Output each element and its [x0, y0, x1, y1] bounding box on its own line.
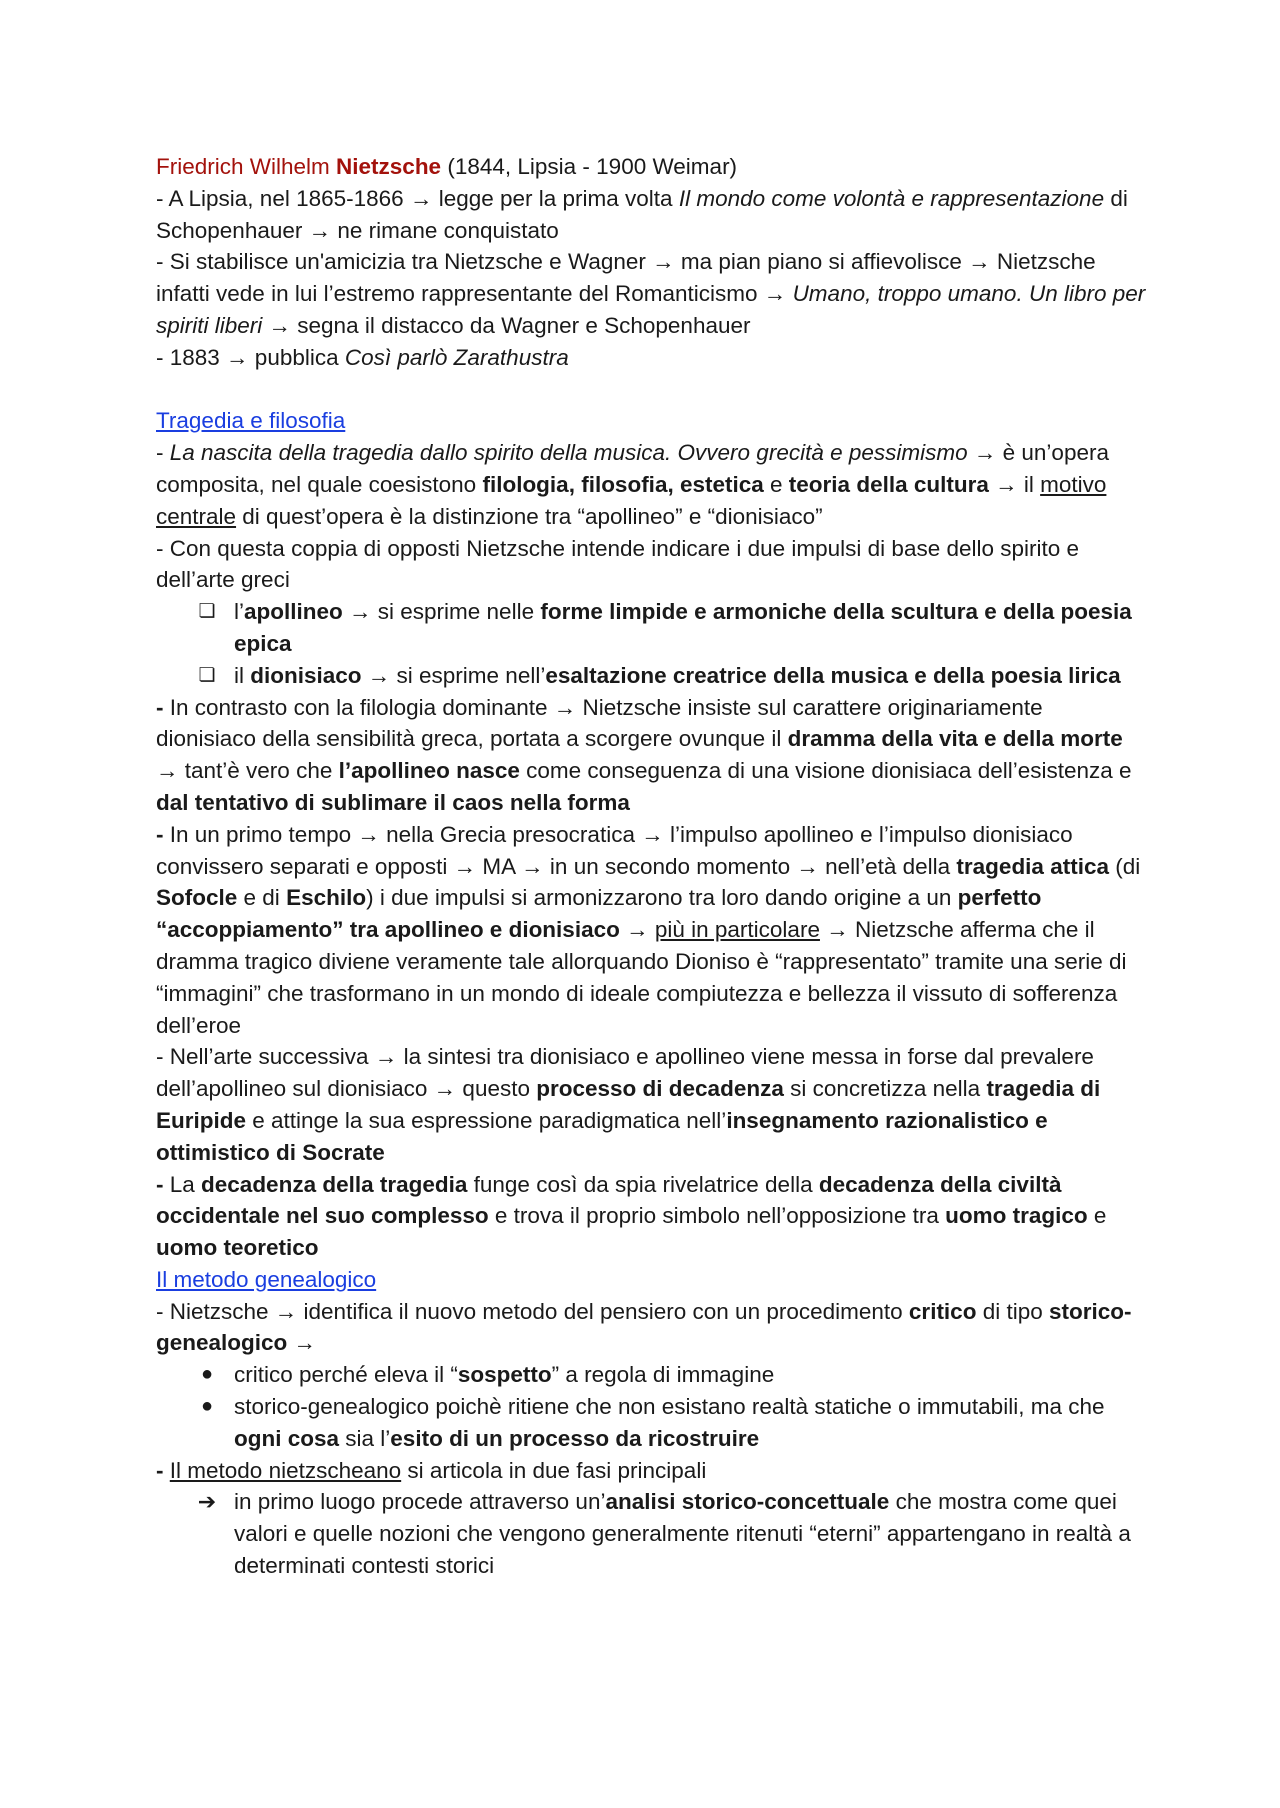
- bold-text: uomo teoretico: [156, 1235, 319, 1261]
- text: - 1883 → pubblica: [156, 344, 345, 370]
- dot-bullet-icon: ●: [200, 1395, 214, 1418]
- paragraph: [156, 1296, 1146, 1360]
- checkbox-bullet-icon: ❏: [198, 664, 216, 686]
- paragraph: [156, 819, 1146, 1042]
- bold-text: esaltazione creatrice della musica e della poesia lirica: [545, 662, 1121, 688]
- heading-link[interactable]: Il metodo genealogico: [156, 1266, 377, 1292]
- text: → si esprime nell’: [361, 662, 546, 688]
- arrow-bullet-icon: ➔: [197, 1489, 217, 1515]
- bold-text: ogni cosa: [234, 1425, 340, 1451]
- paragraph: [156, 1169, 1146, 1264]
- bold-text: tragedia attica: [956, 853, 1109, 879]
- text: di quest’opera è la distinzione tra “apollineo” e “dionisiaco”: [236, 503, 823, 529]
- bold-text: -: [156, 821, 164, 847]
- bold-text: esito di un processo da ricostruire: [390, 1425, 760, 1451]
- bold-text: decadenza della civiltà occidentale nel suo complesso: [156, 1171, 1062, 1229]
- bold-text: uomo tragico: [945, 1203, 1088, 1229]
- title-name: Friedrich Wilhelm: [156, 154, 337, 179]
- bold-text: perfetto “accoppiamento” tra apollineo e dionisiaco: [156, 885, 1042, 943]
- list-item: [156, 1486, 1146, 1581]
- text: ) i due impulsi si armonizzarono tra loro dando origine a un: [366, 885, 958, 911]
- text: → segna il distacco da Wagner e Schopenhauer: [262, 312, 751, 338]
- text: di Schopenhauer → ne rimane conquistato: [156, 185, 1128, 243]
- bio-line-1: [156, 183, 1146, 247]
- text: -: [156, 440, 170, 466]
- paragraph: [156, 692, 1146, 819]
- text: La: [163, 1171, 202, 1197]
- bio-line-2: [156, 246, 1146, 341]
- bold-text: -: [156, 1457, 164, 1483]
- text: ” a regola di immagine: [551, 1362, 775, 1388]
- text: → è un’opera composita, nel quale coesistono: [156, 440, 1109, 497]
- text: il: [234, 662, 251, 688]
- paragraph: [156, 437, 1146, 532]
- paragraph: [156, 1041, 1146, 1168]
- checkbox-bullet-icon: ❏: [198, 601, 216, 623]
- bio-line-3: [156, 342, 1146, 374]
- text: (di: [1108, 853, 1141, 879]
- bold-text: dionisiaco: [250, 662, 362, 688]
- book-title: Il mondo come volontà e rappresentazione: [678, 185, 1105, 211]
- bold-text: decadenza della tragedia: [201, 1171, 468, 1197]
- title-dates: (1844, Lipsia - 1900 Weimar): [441, 154, 738, 179]
- text: → tant’è vero che: [156, 758, 339, 784]
- text: si concretizza nella: [783, 1076, 987, 1102]
- text: e trova il proprio simbolo nell’opposizione tra: [488, 1203, 946, 1229]
- heading-link[interactable]: Tragedia e filosofia: [156, 408, 346, 434]
- text: In un primo tempo → nella Grecia presocratica → l’impulso apollineo e l’impulso dionisiaco convissero separati e opposti → MA → in un secondo momento → nell’età della: [156, 821, 1073, 879]
- list-item: [156, 1391, 1146, 1455]
- text: → il: [988, 471, 1041, 497]
- text: - Si stabilisce un'amicizia tra Nietzsche e Wagner → ma pian piano si affievolisce → Nietzsche infatti vede in lui l’estremo rappresentante del Romanticismo →: [156, 249, 1096, 307]
- section-heading-tragedia[interactable]: [156, 405, 1146, 437]
- text: come conseguenza di una visione dionisiaca dell’esistenza e: [519, 758, 1132, 784]
- book-title: La nascita della tragedia dallo spirito della musica. Ovvero grecità e pessimismo: [169, 440, 968, 466]
- text: e di: [237, 885, 287, 911]
- bold-text: -: [156, 694, 164, 720]
- text: sia l’: [339, 1425, 391, 1451]
- text: di tipo: [976, 1298, 1049, 1324]
- dot-bullet-icon: ●: [200, 1363, 214, 1386]
- list-item: [156, 660, 1146, 692]
- text: e: [763, 471, 789, 497]
- text: l’: [234, 599, 244, 625]
- section-heading-metodo[interactable]: [156, 1264, 1146, 1296]
- text: che mostra come quei valori e quelle nozioni che vengono generalmente ritenuti “eterni” appartengano in realtà a determinati contesti storici: [234, 1489, 1131, 1579]
- bold-text: processo di decadenza: [536, 1076, 784, 1102]
- text: storico-genealogico poichè ritiene che non esistano realtà statiche o immutabili, ma che: [234, 1394, 1105, 1420]
- text: funge così da spia rivelatrice della: [467, 1171, 819, 1197]
- bold-text: critico: [908, 1298, 977, 1324]
- book-title: Umano, troppo umano. Un libro per spiriti liberi: [156, 281, 1146, 338]
- list-item: [156, 1359, 1146, 1391]
- bold-text: filologia, filosofia, estetica: [482, 471, 764, 497]
- bold-text: insegnamento razionalistico e ottimistico di Socrate: [156, 1107, 1048, 1165]
- underlined-text: Il metodo nietzscheano: [169, 1457, 402, 1483]
- text: critico perché eleva il “: [234, 1362, 458, 1388]
- text: → Nietzsche afferma che il dramma tragico diviene veramente tale allorquando Dioniso è “rappresentato” tramite una serie di “immagini” che trasformano in un mondo di ideale compiutezza e bellezza il vissuto di sofferenza dell’eroe: [156, 917, 1127, 1038]
- bold-text: forme limpide e armoniche della scultura e della poesia epica: [234, 599, 1132, 656]
- bold-text: storico-genealogico →: [156, 1298, 1132, 1356]
- bold-text: tragedia di Euripide: [156, 1076, 1101, 1133]
- title-line: [156, 151, 1146, 183]
- bold-text: Eschilo: [286, 885, 367, 911]
- bold-text: apollineo: [244, 599, 343, 625]
- bold-text: l’apollineo nasce: [338, 758, 520, 784]
- spacer: [156, 374, 1146, 406]
- text: - Nell’arte successiva → la sintesi tra dionisiaco e apollineo viene messa in forse dal prevalere dell’apollineo sul dionisiaco → questo: [156, 1044, 1094, 1102]
- paragraph: [156, 1455, 1146, 1487]
- text: - A Lipsia, nel 1865-1866 → legge per la prima volta: [156, 185, 679, 211]
- bold-text: analisi storico-concettuale: [605, 1489, 890, 1515]
- list-item: [156, 596, 1146, 660]
- bold-text: Sofocle: [156, 885, 238, 911]
- document-body: [156, 151, 1146, 1582]
- text: e: [1087, 1203, 1107, 1229]
- text: In contrasto con la filologia dominante → Nietzsche insiste sul carattere originariamente dionisiaco della sensibilità greca, portata a scorgere ovunque il: [156, 694, 1043, 752]
- text: si articola in due fasi principali: [401, 1457, 707, 1483]
- text: → si esprime nelle: [342, 599, 541, 625]
- bold-text: dal tentativo di sublimare il caos nella forma: [156, 789, 630, 815]
- underlined-text: motivo centrale: [156, 471, 1107, 529]
- bold-text: dramma della vita e della morte: [787, 726, 1123, 752]
- bold-text: teoria della cultura: [788, 471, 989, 497]
- bold-text: -: [156, 1171, 164, 1197]
- text: →: [619, 917, 655, 943]
- bold-text: sospetto: [457, 1362, 552, 1388]
- text: e attinge la sua espressione paradigmatica nell’: [246, 1107, 727, 1133]
- underlined-text: più in particolare: [654, 917, 820, 943]
- paragraph: - Con questa coppia di opposti Nietzsche intende indicare i due impulsi di base dello spirito e dell’arte greci: [156, 535, 1080, 593]
- text: - Nietzsche → identifica il nuovo metodo del pensiero con un procedimento: [156, 1298, 909, 1324]
- title-surname: Nietzsche: [336, 154, 442, 179]
- book-title: Così parlò Zarathustra: [344, 344, 569, 370]
- text: in primo luogo procede attraverso un’: [234, 1489, 606, 1515]
